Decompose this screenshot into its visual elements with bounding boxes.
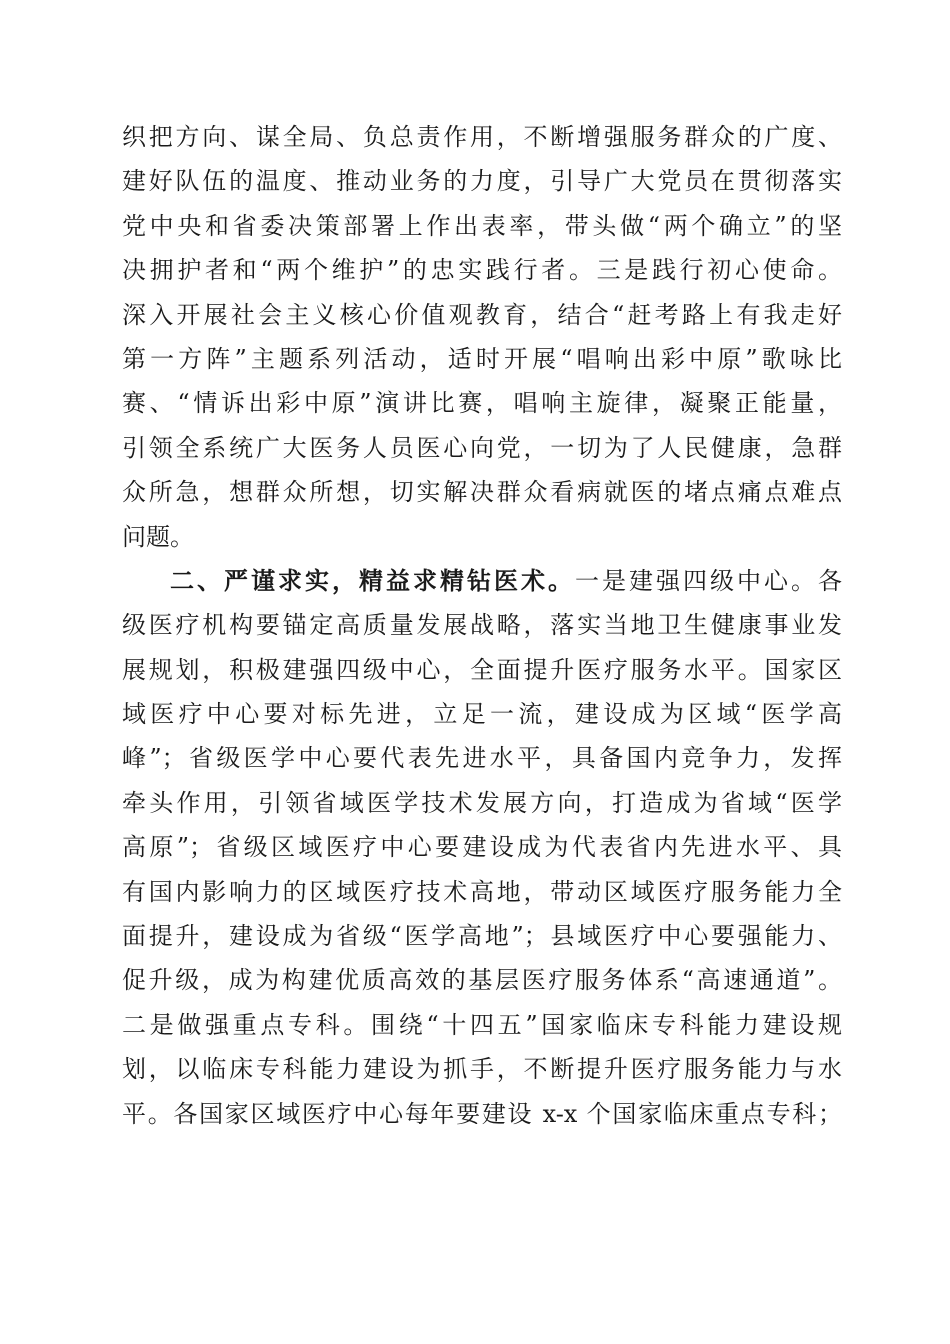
text-line: 级医疗机构要锚定高质量发展战略，落实当地卫生健康事业发	[122, 611, 842, 640]
text-line: 域医疗中心要对标先进，立足一流，建设成为区域“医学高	[122, 700, 842, 729]
text-line: 众所急，想群众所想，切实解决群众看病就医的堵点痛点难点	[122, 478, 842, 507]
text-line: 党中央和省委决策部署上作出表率，带头做“两个确立”的坚	[122, 211, 842, 240]
text-line: 织把方向、谋全局、负总责作用，不断增强服务群众的广度、	[122, 123, 842, 151]
text-line: 促升级，成为构建优质高效的基层医疗服务体系“高速通道”。	[122, 966, 842, 995]
text-line: 引领全系统广大医务人员医心向党，一切为了人民健康，急群	[122, 433, 842, 462]
text-line: 高原”；省级区域医疗中心要建设成为代表省内先进水平、具	[122, 833, 842, 862]
text-span: 一是建强四级中心。各	[575, 566, 842, 595]
text-line: 问题。	[122, 522, 194, 551]
text-line: 平。各国家区域医疗中心每年要建设 x-x 个国家临床重点专科；	[122, 1099, 842, 1128]
text-line: 划，以临床专科能力建设为抓手，不断提升医疗服务能力与水	[122, 1055, 842, 1084]
text-line: 第一方阵”主题系列活动，适时开展“唱响出彩中原”歌咏比	[122, 344, 842, 373]
paragraph-1	[122, 115, 842, 559]
paragraph-2-first-line	[122, 559, 842, 603]
paragraph-2	[122, 559, 842, 1136]
text-line: 展规划，积极建强四级中心，全面提升医疗服务水平。国家区	[122, 655, 842, 684]
text-line: 深入开展社会主义核心价值观教育，结合“赶考路上有我走好	[122, 300, 842, 329]
text-line: 建好队伍的温度、推动业务的力度，引导广大党员在贯彻落实	[122, 167, 842, 196]
text-line: 赛、“情诉出彩中原”演讲比赛，唱响主旋律，凝聚正能量，	[122, 389, 842, 418]
text-line: 面提升，建设成为省级“医学高地”；县域医疗中心要强能力、	[122, 922, 842, 951]
body-text	[122, 115, 842, 1136]
text-line: 牵头作用，引领省域医学技术发展方向，打造成为省域“医学	[122, 788, 842, 817]
text-line: 二是做强重点专科。围绕“十四五”国家临床专科能力建设规	[122, 1010, 842, 1039]
text-line: 峰”；省级医学中心要代表先进水平，具备国内竞争力，发挥	[122, 744, 842, 773]
text-line: 有国内影响力的区域医疗技术高地，带动区域医疗服务能力全	[122, 877, 842, 906]
section-heading: 二、严谨求实，精益求精钻医术。	[170, 565, 575, 595]
text-line: 决拥护者和“两个维护”的忠实践行者。三是践行初心使命。	[122, 256, 842, 285]
